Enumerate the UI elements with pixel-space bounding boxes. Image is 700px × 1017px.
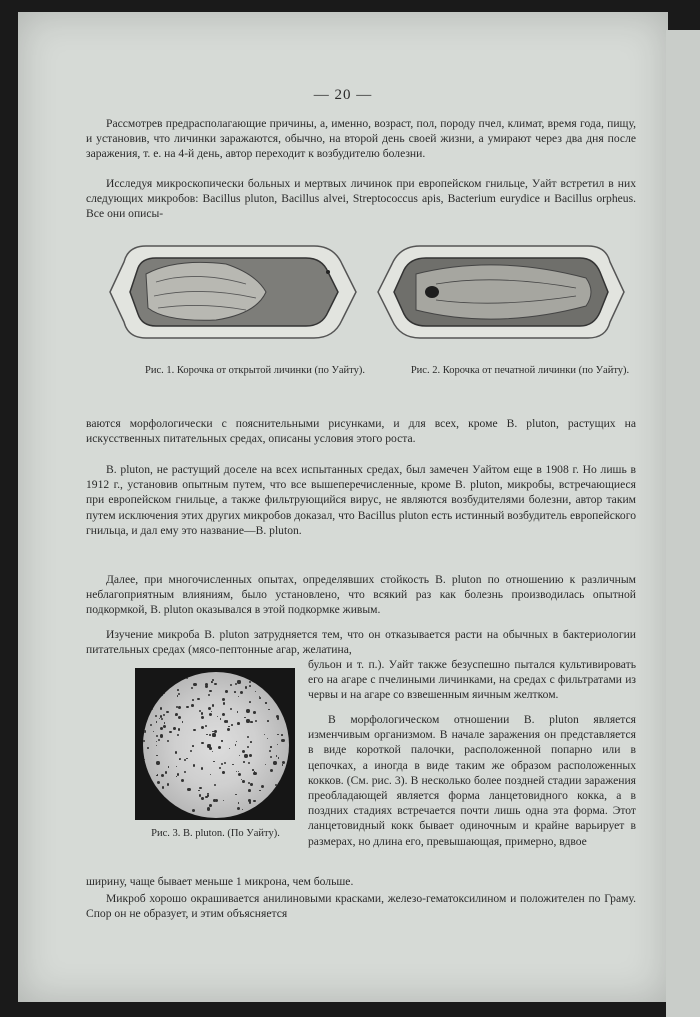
paragraph-3: ваются морфологически с пояснительными рисунками, и для всех, кроме B. pluton, растущих на искусственных питательных средах, описаны условия этого роста.: [86, 417, 636, 446]
bacterium-speck: [223, 800, 224, 801]
bacterium-speck: [221, 763, 223, 765]
bacterium-speck: [155, 701, 156, 702]
bacterium-speck: [281, 734, 283, 736]
bacterium-speck: [240, 691, 243, 694]
bacterium-speck: [201, 716, 204, 719]
bacterium-speck: [231, 724, 233, 726]
bacterium-speck: [209, 804, 212, 807]
bacterium-speck: [267, 720, 269, 722]
paragraph-6-right: бульон и т. п.). Уайт также безуспешно пытался культивировать его на агаре с пчелиными личинками, на средах с фильтратами из червы и на агаре со взвешенным яичным желтком.: [308, 658, 636, 702]
bacterium-speck: [160, 688, 161, 689]
bacterium-speck: [278, 757, 280, 759]
bacterium-speck: [220, 718, 221, 719]
bacterium-speck: [205, 725, 207, 727]
bacterium-speck: [255, 720, 257, 722]
bacterium-speck: [144, 730, 146, 732]
bacterium-speck: [168, 682, 169, 683]
bacterium-speck: [237, 711, 238, 712]
bacterium-speck: [277, 744, 278, 745]
bacterium-speck: [278, 784, 281, 787]
bacterium-speck: [201, 712, 204, 715]
bacterium-speck: [192, 745, 194, 747]
bacterium-speck: [255, 691, 256, 692]
bacterium-speck: [156, 741, 157, 742]
bacterium-speck: [177, 773, 180, 776]
bacterium-speck: [242, 750, 245, 753]
bacterium-speck: [235, 744, 236, 745]
bacterium-speck: [224, 762, 226, 764]
bacterium-speck: [155, 682, 156, 683]
bacterium-speck: [208, 694, 210, 696]
bacterium-speck: [277, 734, 278, 735]
bacterium-speck: [192, 699, 194, 701]
bacterium-speck: [206, 734, 208, 736]
paragraph-5: Далее, при многочисленных опытах, определявших стойкость B. pluton по отношению к различным неблагоприятным влияниям, было установлено, что всякий раз как болезнь производилась опытной подкормкой, B. pluton оказывался в этой подкормке живым.: [86, 573, 636, 617]
bacterium-speck: [176, 766, 177, 767]
bacterium-speck: [207, 807, 210, 810]
micrograph-field: [143, 672, 289, 818]
paragraph-4: B. pluton, не растущий доселе на всех испытанных средах, был замечен Уайтом еще в 1908 г. Но лишь в 1912 г., установив опытным путем, что все вышеперечисленные, кроме B. pluton, микробы, встречающиеся при европейском гнильце, а также фильтрующийся вирус, не являются возбудителями болезни, автор таким путем исключения этих других микробов доказал, что Bacillus pluton есть истинный возбудитель европейского гнильца, и дал ему это название—B. pluton.: [86, 463, 636, 537]
paragraph-1: Рассмотрев предрасполагающие причины, а, именно, возраст, пол, породу пчел, климат, время года, пищу, и установив, что личинки заражаются, обычно, на второй день своей жизни, а умирают через два дня после заражения, т. е. на 4-й день, автор переходит к возбудителю болезни.: [86, 117, 636, 161]
bacterium-speck: [210, 774, 212, 776]
bacterium-speck: [157, 774, 159, 776]
bacterium-speck: [235, 794, 237, 796]
bacterium-speck: [214, 683, 217, 686]
bacterium-speck: [281, 739, 284, 742]
bacterium-speck: [143, 740, 145, 742]
paragraph-8: Микроб хорошо окрашивается анилиновыми красками, железо-гематоксилином и положителен по Граму. Спор он не образует, и этим объясняется: [86, 892, 636, 921]
bacterium-speck: [198, 790, 199, 791]
bacterium-speck: [201, 742, 204, 745]
bacterium-speck: [275, 784, 277, 786]
bacterium-speck: [163, 714, 166, 717]
bacterium-speck: [279, 797, 281, 799]
bacterium-speck: [143, 701, 146, 704]
bacterium-speck: [249, 675, 251, 677]
bacterium-speck: [270, 746, 272, 748]
bacterium-speck: [232, 764, 233, 765]
bacterium-speck: [159, 718, 160, 719]
bacterium-speck: [238, 773, 241, 776]
bacterium-speck: [249, 685, 251, 687]
bacterium-speck: [217, 716, 218, 717]
bacterium-speck: [249, 701, 251, 703]
bacterium-speck: [281, 709, 282, 710]
bacterium-speck: [162, 674, 165, 677]
bacterium-speck: [177, 689, 179, 691]
bacterium-speck: [160, 734, 163, 737]
bacterium-speck: [237, 722, 240, 725]
bacterium-speck: [209, 747, 212, 750]
bacterium-speck: [209, 734, 211, 736]
bacterium-speck: [211, 681, 212, 682]
bacterium-speck: [144, 722, 146, 724]
bacterium-speck: [270, 756, 272, 758]
bacterium-speck: [189, 676, 190, 677]
bacterium-speck: [191, 704, 194, 707]
bacterium-speck: [169, 731, 171, 733]
bacterium-speck: [238, 802, 239, 803]
bacterium-speck: [156, 761, 159, 764]
bacterium-speck: [178, 693, 180, 695]
bacterium-speck: [247, 746, 249, 748]
bacterium-speck: [197, 698, 200, 701]
bacterium-speck: [162, 786, 165, 789]
bacterium-speck: [248, 789, 251, 792]
bacterium-speck: [271, 688, 274, 691]
bacterium-speck: [214, 784, 216, 786]
bacterium-speck: [273, 761, 276, 764]
bacterium-speck: [156, 755, 158, 757]
bacterium-speck: [272, 695, 273, 696]
bacterium-speck: [276, 755, 277, 756]
bacterium-speck: [238, 771, 239, 772]
bacterium-speck: [147, 747, 149, 749]
bacterium-speck: [252, 769, 254, 771]
bacterium-speck: [161, 718, 163, 720]
bacterium-speck: [253, 811, 254, 812]
bacterium-speck: [272, 686, 274, 688]
bacterium-speck: [247, 736, 249, 738]
bacterium-speck: [242, 809, 243, 810]
bacterium-speck: [164, 722, 166, 724]
figure-2-caption: Рис. 2. Корочка от печатной личинки (по Уайту).: [410, 365, 630, 376]
bacterium-speck: [158, 739, 160, 741]
bacterium-speck: [162, 695, 163, 696]
bacterium-speck: [253, 772, 256, 775]
bacterium-speck: [267, 738, 269, 740]
bacterium-speck: [282, 764, 283, 765]
bacterium-speck: [249, 754, 252, 757]
figure-1-larva-crust: [106, 234, 358, 350]
bacterium-speck: [156, 745, 158, 747]
bacterium-speck: [184, 759, 186, 761]
bacterium-speck: [273, 677, 276, 680]
bacterium-speck: [236, 741, 237, 742]
bacterium-speck: [178, 716, 181, 719]
bacterium-speck: [237, 807, 240, 810]
bacterium-speck: [175, 751, 178, 754]
bacterium-speck: [282, 791, 285, 794]
bacterium-speck: [222, 771, 225, 774]
bacterium-speck: [143, 704, 146, 707]
bacterium-speck: [201, 797, 203, 799]
bacterium-speck: [209, 690, 212, 693]
bacterium-speck: [253, 711, 256, 714]
bacterium-speck: [230, 684, 232, 686]
figure-1-caption: Рис. 1. Корочка от открытой личинки (по Уайту).: [145, 365, 365, 376]
bacterium-speck: [157, 794, 159, 796]
bacterium-speck: [146, 698, 148, 700]
bacterium-speck: [190, 750, 192, 752]
bacterium-speck: [283, 674, 284, 675]
bacterium-speck: [214, 730, 217, 733]
bacterium-speck: [242, 780, 245, 783]
bacterium-speck: [166, 711, 168, 713]
bacterium-speck: [144, 809, 147, 812]
bacterium-speck: [167, 783, 169, 785]
bacterium-speck: [163, 725, 166, 728]
bacterium-speck: [166, 672, 169, 675]
bacterium-speck: [261, 806, 263, 808]
bacterium-speck: [244, 754, 247, 757]
bacterium-speck: [250, 783, 253, 786]
bacterium-speck: [150, 724, 152, 726]
bacterium-speck: [205, 683, 208, 686]
bacterium-speck: [219, 767, 221, 769]
paragraph-7-right: В морфологическом отношении B. pluton является изменчивым организмом. В начале заражения он представляется в виде короткой палочки, расположенной попарно или в цепочках, а иногда в виде таким же образом расположенных кокков. (См. рис. 3). В несколько более поздней стадии заражения преобладающей является форма ланцетовидного кокка, а в поздних стадиях встречается почти лишь одна эта форма. Этот ланцетовидный кокк бывает одиночным и крайне варьирует в размерах, но длина его, превышающая, примерно, вдвое: [308, 713, 636, 848]
bacterium-speck: [144, 759, 145, 760]
bacterium-speck: [160, 715, 162, 717]
bacterium-speck: [144, 778, 146, 780]
bacterium-speck: [248, 799, 251, 802]
bacterium-speck: [270, 769, 273, 772]
bacterium-speck: [165, 801, 168, 804]
bacterium-speck: [259, 790, 260, 791]
bacterium-speck: [161, 774, 164, 777]
bacterium-speck: [186, 758, 187, 759]
page-number: — 20 —: [313, 87, 373, 103]
bacterium-speck: [246, 709, 249, 712]
bacterium-speck: [165, 771, 168, 774]
bacterium-speck: [223, 702, 225, 704]
bacterium-speck: [182, 721, 184, 723]
bacterium-speck: [277, 717, 279, 719]
bacterium-speck: [183, 672, 185, 674]
bacterium-speck: [181, 779, 184, 782]
bacterium-speck: [265, 764, 266, 765]
bacterium-speck: [157, 781, 160, 784]
bacterium-speck: [267, 805, 269, 807]
bacterium-speck: [178, 706, 181, 709]
bacterium-speck: [193, 764, 195, 766]
bacterium-speck: [249, 681, 251, 683]
bacterium-speck: [243, 761, 245, 763]
bacterium-speck: [193, 729, 196, 732]
bacterium-speck: [264, 734, 265, 735]
figure-3-micrograph: [135, 668, 295, 820]
bacterium-speck: [259, 697, 261, 699]
bacterium-speck: [250, 741, 252, 743]
bacterium-speck: [154, 675, 156, 677]
bacterium-speck: [205, 796, 208, 799]
bacterium-speck: [154, 802, 156, 804]
bacterium-speck: [215, 799, 218, 802]
bacterium-speck: [147, 702, 149, 704]
bacterium-speck: [176, 776, 178, 778]
bacterium-speck: [276, 672, 278, 674]
bacterium-speck: [160, 798, 163, 801]
bacterium-speck: [225, 690, 228, 693]
bacterium-speck: [168, 766, 170, 768]
bacterium-speck: [156, 735, 158, 737]
bacterium-speck: [193, 683, 196, 686]
bacterium-speck: [177, 679, 179, 681]
paragraph-6-top: Изучение микроба B. pluton затрудняется тем, что он отказывается расти на обычных в бактериологии питательных средах (мясо-пептонные агар, желатина,: [86, 628, 636, 657]
bacterium-speck: [229, 748, 230, 749]
bacterium-speck: [211, 711, 212, 712]
bacterium-speck: [160, 707, 162, 709]
bacterium-speck: [184, 771, 186, 773]
book-page: [18, 12, 668, 1002]
bacterium-speck: [237, 680, 240, 683]
bacterium-speck: [167, 740, 169, 742]
bacterium-speck: [146, 717, 148, 719]
bacterium-speck: [153, 731, 154, 732]
next-page-edge: [666, 30, 700, 1017]
bacterium-speck: [253, 800, 255, 802]
bacterium-speck: [177, 695, 178, 696]
paragraph-7-bottom: ширину, чаще бывает меньше 1 микрона, чем больше.: [86, 875, 354, 888]
bacterium-speck: [218, 746, 221, 749]
bacterium-speck: [199, 787, 201, 789]
bacterium-speck: [155, 695, 157, 697]
bacterium-speck: [276, 715, 279, 718]
bacterium-speck: [151, 708, 153, 710]
bacterium-speck: [187, 788, 190, 791]
bacterium-speck: [150, 803, 153, 806]
bacterium-speck: [212, 751, 213, 752]
bacterium-speck: [213, 761, 214, 762]
figure-2-larva-crust: [376, 234, 628, 350]
paragraph-2: Исследуя микроскопически больных и мертвых личинок при европейском гнильце, Уайт встретил в них следующих микробов: Bacillus pluton, Bacillus alvei, Streptococcus apis, Bacterium eurydice и Bacillus orpheus. Все они описы-: [86, 177, 636, 221]
bacterium-speck: [279, 697, 280, 698]
bacterium-speck: [236, 771, 237, 772]
bacterium-speck: [249, 801, 251, 803]
bacterium-speck: [234, 691, 236, 693]
bacterium-speck: [245, 686, 247, 688]
bacterium-speck: [209, 713, 212, 716]
bacterium-speck: [248, 762, 250, 764]
bacterium-speck: [201, 767, 204, 770]
bacterium-speck: [269, 750, 271, 752]
bacterium-speck: [154, 795, 156, 797]
bacterium-speck: [268, 709, 269, 710]
bacterium-speck: [177, 734, 179, 736]
bacterium-speck: [230, 708, 232, 710]
bacterium-speck: [178, 728, 180, 730]
bacterium-speck: [208, 707, 211, 710]
bacterium-speck: [156, 721, 157, 722]
bacterium-speck: [250, 721, 252, 723]
bacterium-speck: [222, 698, 225, 701]
bacterium-speck: [201, 726, 204, 729]
bacterium-speck: [212, 704, 215, 707]
bacterium-speck: [279, 802, 282, 805]
bacterium-speck: [244, 717, 245, 718]
bacterium-speck: [261, 785, 264, 788]
bacterium-speck: [192, 809, 195, 812]
figure-3-caption: Рис. 3. B. pluton. (По Уайту).: [151, 828, 280, 839]
bacterium-speck: [155, 715, 157, 717]
bacterium-speck: [191, 687, 194, 690]
bacterium-speck: [186, 706, 188, 708]
bacterium-speck: [279, 684, 282, 687]
bacterium-speck: [265, 702, 266, 703]
bacterium-speck: [163, 693, 165, 695]
bacterium-speck: [239, 755, 240, 756]
bacterium-speck: [227, 728, 230, 731]
bacterium-speck: [186, 676, 189, 679]
bacterium-speck: [238, 696, 240, 698]
bacterium-speck: [221, 740, 222, 741]
bacterium-speck: [228, 726, 229, 727]
